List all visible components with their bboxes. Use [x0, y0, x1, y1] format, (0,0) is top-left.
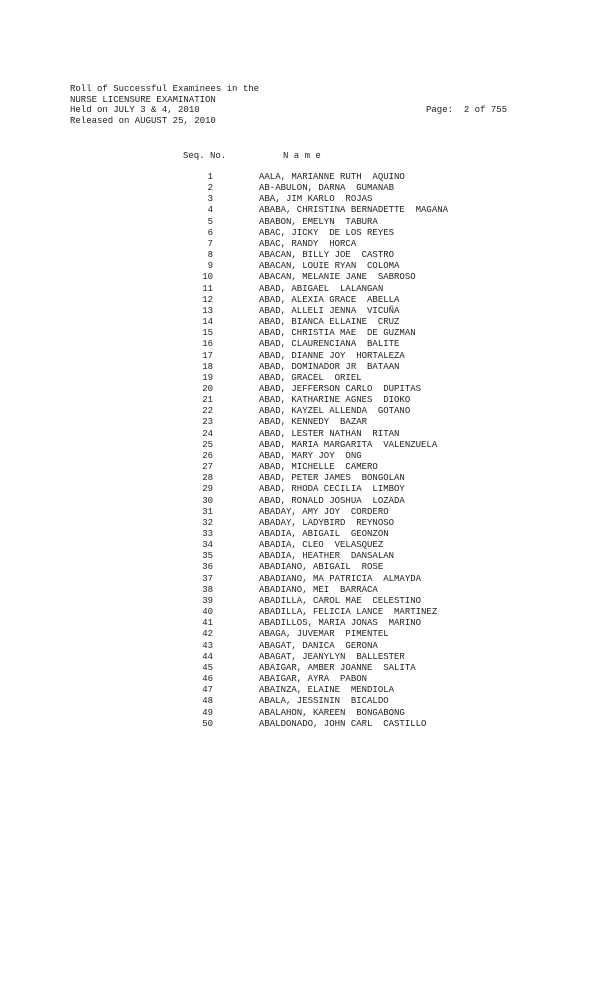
examinee-row: [0, 473, 603, 484]
examinee-row: [0, 708, 603, 719]
examinee-row: [0, 172, 603, 183]
examinee-name: ABADAY, LADYBIRD REYNOSO: [259, 517, 395, 528]
seq-number: 45: [202, 662, 213, 673]
examinee-name: ABAD, MICHELLE CAMERO: [259, 462, 378, 473]
examinee-name: ABA, JIM KARLO ROJAS: [259, 194, 373, 205]
seq-number: 24: [202, 428, 213, 439]
seq-number: 11: [202, 283, 213, 294]
seq-number: 47: [202, 685, 213, 696]
seq-number: 37: [202, 573, 213, 584]
seq-number: 32: [202, 517, 213, 528]
examinee-name: ABAGA, JUVEMAR PIMENTEL: [259, 629, 389, 640]
seq-number: 42: [202, 629, 213, 640]
examinee-name: ABAD, BIANCA ELLAINE CRUZ: [259, 317, 400, 328]
examinee-name: ABADIANO, ABIGAIL ROSE: [259, 562, 384, 573]
examinee-name: ABAD, DOMINADOR JR BATAAN: [259, 361, 400, 372]
seq-number: 19: [202, 372, 213, 383]
page-value: 2 of 755: [463, 105, 508, 115]
examinee-name: ABABON, EMELYN TABURA: [259, 216, 378, 227]
examinee-row: [0, 652, 603, 663]
examinee-row: [0, 685, 603, 696]
examinee-row: [0, 507, 603, 518]
examinee-row: [0, 295, 603, 306]
seq-number: 1: [207, 172, 213, 182]
seq-number: 2: [207, 183, 213, 194]
examinee-name: ABAGAT, DANICA GERONA: [259, 640, 378, 651]
examinee-row: [0, 328, 603, 339]
seq-number: 41: [202, 618, 213, 629]
seq-number: 50: [202, 718, 213, 729]
examinee-name: ABAC, RANDY HORCA: [259, 238, 357, 249]
examinee-name: ABAC, JICKY DE LOS REYES: [259, 227, 395, 238]
examinee-name: ABAD, DIANNE JOY HORTALEZA: [259, 350, 405, 361]
seq-number: 31: [202, 506, 213, 517]
seq-number: 17: [202, 350, 213, 361]
seq-number: 34: [202, 540, 213, 551]
examinee-row: [0, 607, 603, 618]
examinee-row: [0, 540, 603, 551]
examinee-name: ABALDONADO, JOHN CARL CASTILLO: [259, 718, 427, 729]
examinee-name: ABABA, CHRISTINA BERNADETTE MAGANA: [259, 205, 449, 216]
seq-number: 39: [202, 595, 213, 606]
seq-number: 3: [207, 194, 213, 205]
examinee-name: ABAIGAR, AMBER JOANNE SALITA: [259, 662, 416, 673]
examinee-row: [0, 696, 603, 707]
examinee-row: [0, 629, 603, 640]
seq-number: 38: [202, 584, 213, 595]
seq-number: 18: [202, 361, 213, 372]
examinee-row: [0, 417, 603, 428]
examinee-row: [0, 261, 603, 272]
examinee-row: [0, 351, 603, 362]
seq-number: 30: [202, 495, 213, 506]
examinee-name: ABALA, JESSININ BICALDO: [259, 696, 389, 707]
examinee-row: [0, 674, 603, 685]
examinee-row: [0, 429, 603, 440]
examinee-row: [0, 217, 603, 228]
examinee-row: [0, 373, 603, 384]
seq-number: 5: [207, 216, 213, 227]
examinee-name: ABAD, KATHARINE AGNES DIOKO: [259, 395, 411, 406]
examinee-row: [0, 339, 603, 350]
seq-number: 15: [202, 328, 213, 339]
examinee-name: ABACAN, MELANIE JANE SABROSO: [259, 272, 416, 283]
seq-number: 22: [202, 406, 213, 417]
examinee-name: ABADIANO, MA PATRICIA ALMAYDA: [259, 573, 422, 584]
examinee-row: [0, 585, 603, 596]
examinee-name: ABAD, CLAURENCIANA BALITE: [259, 339, 400, 350]
seq-number: 6: [207, 227, 213, 238]
examinee-name: ABAD, KAYZEL ALLENDA GOTANO: [259, 406, 411, 417]
examinee-row: [0, 250, 603, 261]
seq-number: 8: [207, 250, 213, 261]
examinee-name: ABACAN, LOUIE RYAN COLOMA: [259, 261, 400, 272]
seq-column-header: Seq. No.: [183, 151, 227, 161]
examinee-row: [0, 663, 603, 674]
seq-number: 26: [202, 450, 213, 461]
examinee-name: ABADILLOS, MARIA JONAS MARINO: [259, 618, 422, 629]
examinee-row: [0, 272, 603, 283]
examinee-name: ABAD, CHRISTIA MAE DE GUZMAN: [259, 328, 416, 339]
seq-number: 13: [202, 305, 213, 316]
examinee-row: [0, 451, 603, 462]
examinee-row: [0, 183, 603, 194]
examinee-row: [0, 284, 603, 295]
examinee-row: [0, 205, 603, 216]
examinee-name: ABACAN, BILLY JOE CASTRO: [259, 250, 395, 261]
examinee-row: [0, 406, 603, 417]
seq-number: 35: [202, 551, 213, 562]
examinee-name: AB-ABULON, DARNA GUMANAB: [259, 183, 395, 194]
examinee-name: ABAGAT, JEANYLYN BALLESTER: [259, 651, 405, 662]
examinee-name: ABAIGAR, AYRA PABON: [259, 674, 368, 685]
seq-number: 46: [202, 674, 213, 685]
examinee-name: ABADIA, ABIGAIL GEONZON: [259, 529, 389, 539]
seq-number: 48: [202, 696, 213, 707]
seq-number: 16: [202, 339, 213, 350]
name-column-header: N a m e: [283, 151, 321, 161]
examinee-row: [0, 496, 603, 507]
examinee-name: ABAD, ABIGAEL LALANGAN: [259, 283, 384, 294]
examinee-row: [0, 574, 603, 585]
examinee-name: ABAD, GRACEL ORIEL: [259, 372, 362, 383]
examinee-name: ABADIA, HEATHER DANSALAN: [259, 551, 395, 562]
examinee-row: [0, 484, 603, 495]
seq-number: 28: [202, 473, 213, 484]
examinee-name: ABAD, MARIA MARGARITA VALENZUELA: [259, 439, 438, 450]
seq-number: 10: [202, 272, 213, 283]
seq-number: 40: [202, 607, 213, 618]
page-label: Page:: [426, 105, 454, 115]
seq-number: 21: [202, 395, 213, 406]
seq-number: 33: [202, 529, 213, 539]
exam-title: NURSE LICENSURE EXAMINATION: [70, 95, 216, 105]
seq-number: 43: [202, 640, 213, 651]
seq-number: 23: [202, 417, 213, 428]
seq-number: 14: [202, 317, 213, 328]
seq-number: 9: [207, 261, 213, 272]
seq-number: 49: [202, 707, 213, 718]
examinee-row: [0, 641, 603, 652]
examinee-name: ABALAHON, KAREEN BONGABONG: [259, 707, 405, 718]
examinee-row: [0, 529, 603, 540]
examinee-row: [0, 317, 603, 328]
seq-number: 12: [202, 294, 213, 305]
seq-number: 36: [202, 562, 213, 573]
examinee-name: ABAD, KENNEDY BAZAR: [259, 417, 368, 428]
examinee-row: [0, 239, 603, 250]
examinee-name: ABADAY, AMY JOY CORDERO: [259, 506, 389, 517]
examinee-name: ABADILLA, CAROL MAE CELESTINO: [259, 595, 422, 606]
examinee-list: [0, 172, 603, 730]
examinee-row: [0, 194, 603, 205]
examinee-row: [0, 462, 603, 473]
release-date: Released on AUGUST 25, 2010: [70, 116, 216, 126]
examinee-row: [0, 562, 603, 573]
examinee-name: ABAD, ALEXIA GRACE ABELLA: [259, 294, 400, 305]
examinee-name: ABADIA, CLEO VELASQUEZ: [259, 540, 384, 551]
examinee-name: ABAD, ALLELI JENNA VICUÑA: [259, 305, 400, 316]
seq-number: 25: [202, 439, 213, 450]
examinee-name: ABADILLA, FELICIA LANCE MARTINEZ: [259, 607, 438, 618]
roll-title: Roll of Successful Examinees in the: [70, 84, 260, 94]
seq-number: 20: [202, 383, 213, 394]
examinee-name: ABAINZA, ELAINE MENDIOLA: [259, 685, 395, 696]
exam-dates: Held on JULY 3 & 4, 2010: [70, 105, 200, 115]
examinee-row: [0, 719, 603, 730]
seq-number: 29: [202, 484, 213, 495]
examinee-name: AALA, MARIANNE RUTH AQUINO: [259, 172, 405, 182]
examinee-row: [0, 596, 603, 607]
examinee-name: ABAD, LESTER NATHAN RITAN: [259, 428, 400, 439]
seq-number: 4: [207, 205, 213, 216]
examinee-row: [0, 551, 603, 562]
examinee-name: ABAD, PETER JAMES BONGOLAN: [259, 473, 405, 484]
examinee-row: [0, 440, 603, 451]
examinee-row: [0, 362, 603, 373]
examinee-name: ABADIANO, MEI BARRACA: [259, 584, 378, 595]
seq-number: 27: [202, 462, 213, 473]
page-indicator: [426, 105, 507, 115]
examinee-row: [0, 518, 603, 529]
examinee-name: ABAD, RONALD JOSHUA LOZADA: [259, 495, 405, 506]
examinee-row: [0, 306, 603, 317]
examinee-row: [0, 384, 603, 395]
examinee-row: [0, 395, 603, 406]
seq-number: 44: [202, 651, 213, 662]
seq-number: 7: [207, 238, 213, 249]
examinee-row: [0, 228, 603, 239]
examinee-name: ABAD, RHODA CECILIA LIMBOY: [259, 484, 405, 495]
examinee-name: ABAD, JEFFERSON CARLO DUPITAS: [259, 383, 422, 394]
examinee-row: [0, 618, 603, 629]
examinee-name: ABAD, MARY JOY ONG: [259, 450, 362, 461]
